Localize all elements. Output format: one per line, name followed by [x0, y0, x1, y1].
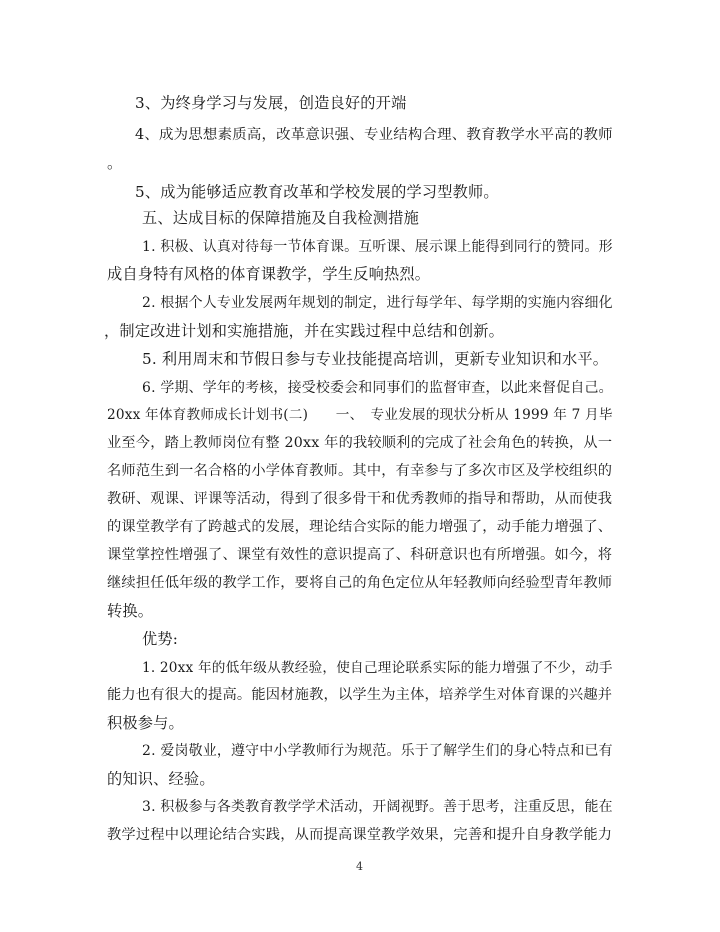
- text-line: 名师范生到一名合格的小学体育教师。其中，有幸参与了多次市区及学校组织的: [107, 463, 613, 479]
- text-line: 1. 积极、认真对待每一节体育课。互听课、展示课上能得到同行的赞同。形: [142, 239, 613, 255]
- section-heading: 优势:: [142, 630, 179, 648]
- text-line: 4、成为思想素质高，改革意识强、专业结构合理、教育教学水平高的教师: [135, 127, 613, 143]
- text-line: 的知识、经验。: [107, 770, 215, 788]
- text-line: 继续担任低年级的教学工作，要将自己的角色定位从年轻教师向经验型青年教师: [107, 575, 613, 591]
- text-line: 转换。: [107, 602, 154, 620]
- text-line: 2. 爱岗敬业，遵守中小学教师行为规范。乐于了解学生们的身心特点和已有: [142, 743, 613, 759]
- text-line: 教研、观课、评课等活动，得到了很多骨干和优秀教师的指导和帮助，从而使我: [107, 491, 613, 507]
- text-line: 5. 利用周末和节假日参与专业技能提高培训，更新专业知识和水平。: [142, 350, 609, 368]
- text-line: 3. 积极参与各类教育教学学术活动，开阔视野。善于思考，注重反思，能在: [142, 799, 613, 815]
- text-line: 课堂掌控性增强了、课堂有效性的意识提高了、科研意识也有所增强。如今，将: [107, 547, 613, 563]
- text-line: 。: [107, 154, 123, 172]
- text-line: 20xx 年体育教师成长计划书(二) 一、 专业发展的现状分析从 1999 年 7 月毕: [107, 407, 613, 423]
- page-number: 4: [356, 860, 363, 873]
- text-line: 2. 根据个人专业发展两年规划的制定，进行每学年、每学期的实施内容细化: [142, 295, 613, 311]
- text-line: 3、为终身学习与发展，创造良好的开端: [135, 94, 407, 112]
- text-line: 成自身特有风格的体育课教学，学生反响热烈。: [107, 265, 431, 283]
- text-line: 5、成为能够适应教育改革和学校发展的学习型教师。: [135, 183, 499, 201]
- text-line: 业至今，踏上教师岗位有整 20xx 年的我较顺利的完成了社会角色的转换，从一: [107, 435, 613, 451]
- text-line: ，制定改进计划和实施措施，并在实践过程中总结和创新。: [104, 322, 505, 340]
- text-line: 积极参与。: [107, 714, 184, 732]
- text-line: 的课堂教学有了跨越式的发展，理论结合实际的能力增强了，动手能力增强了、: [107, 519, 613, 535]
- text-line: 1. 20xx 年的低年级从教经验，使自己理论联系实际的能力增强了不少，动手: [142, 660, 613, 676]
- text-line: 教学过程中以理论结合实践，从而提高课堂教学效果，完善和提升自身教学能力: [107, 827, 613, 843]
- section-heading: 五、达成目标的保障措施及自我检测措施: [142, 209, 419, 227]
- text-line: 6. 学期、学年的考核，接受校委会和同事们的监督审查，以此来督促自己。: [142, 380, 613, 396]
- text-line: 能力也有很大的提高。能因材施教，以学生为主体，培养学生对体育课的兴趣并: [107, 687, 613, 703]
